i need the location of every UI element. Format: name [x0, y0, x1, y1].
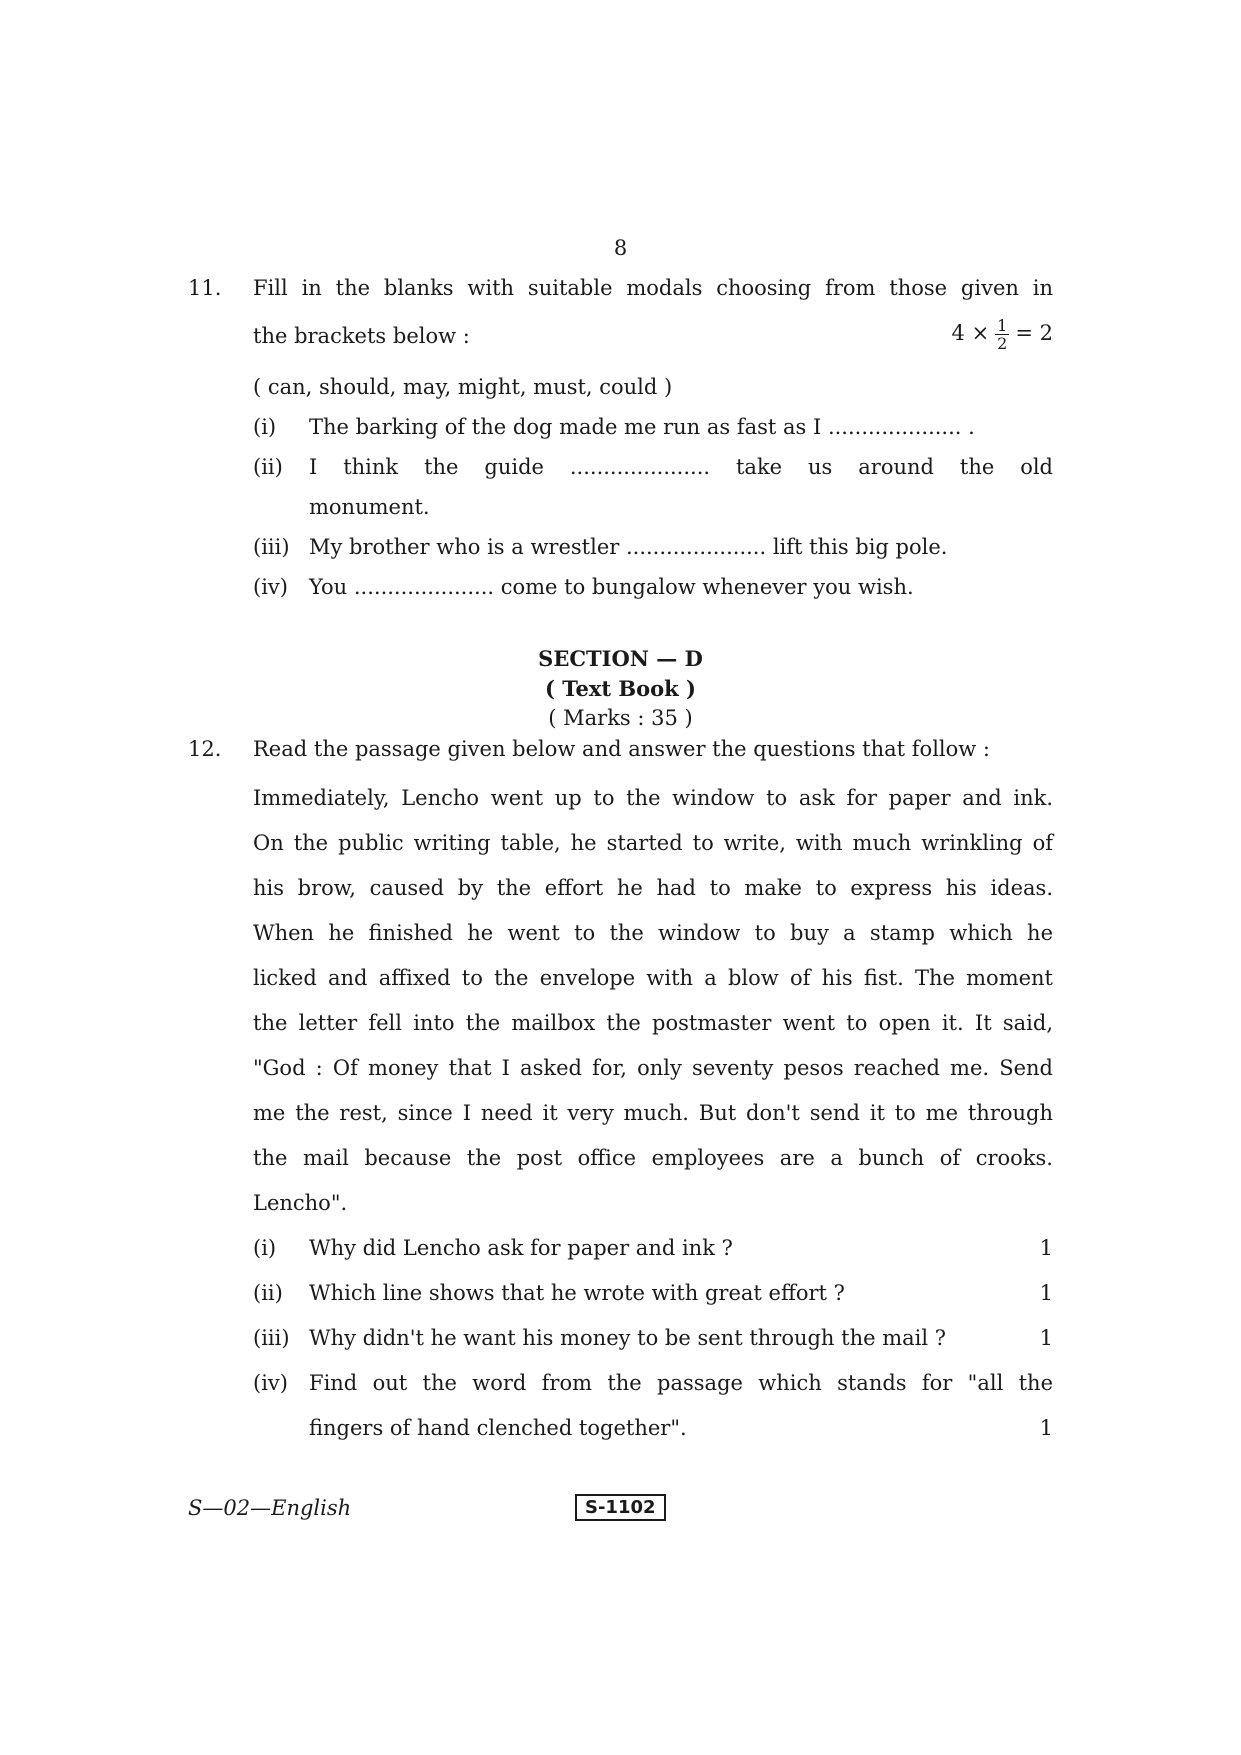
- question-12-number: 12.: [188, 737, 222, 761]
- question-11-number: 11.: [188, 276, 222, 300]
- q11-item-text: My brother who is a wrestler ..................... lift this big pole.: [309, 535, 948, 559]
- passage-line: Immediately, Lencho went up to the window to ask for paper and ink.: [253, 786, 1053, 810]
- q12-question-label: (iii): [253, 1326, 290, 1350]
- section-title: SECTION — D: [538, 646, 703, 671]
- footer-code-box: S-1102: [575, 1494, 666, 1521]
- q12-question: [309, 1326, 1053, 1350]
- passage-line: the letter fell into the mailbox the postmaster went to open it. It said,: [253, 1011, 1053, 1035]
- section-marks: ( Marks : 35 ): [548, 706, 693, 730]
- q12-question-label: (i): [253, 1236, 277, 1260]
- passage-line: his brow, caused by the effort he had to make to express his ideas.: [253, 876, 1053, 900]
- q11-item-label: (i): [253, 415, 277, 439]
- q11-item-text: The barking of the dog made me run as fast as I .................... .: [309, 415, 975, 439]
- question-11-line1: Fill in the blanks with suitable modals choosing from those given in: [253, 276, 1053, 300]
- section-subtitle: ( Text Book ): [545, 676, 696, 701]
- passage-line: licked and affixed to the envelope with a blow of his fist. The moment: [253, 966, 1053, 990]
- q12-question-continuation: fingers of hand clenched together".: [309, 1416, 687, 1440]
- q12-question: [309, 1416, 1053, 1440]
- footer-subject: S—02—English: [188, 1496, 352, 1520]
- q11-item-label: (iv): [253, 575, 288, 599]
- q12-question-label: (iv): [253, 1371, 288, 1395]
- q12-question-text: Which line shows that he wrote with great effort ?: [309, 1281, 845, 1305]
- passage-line: "God : Of money that I asked for, only seventy pesos reached me. Send: [253, 1056, 1053, 1080]
- marks-fraction: $\frac{1}{2}$: [997, 316, 1008, 353]
- question-12-instruction: Read the passage given below and answer the questions that follow :: [253, 737, 990, 761]
- q11-item-continuation: monument.: [309, 495, 430, 519]
- passage-line: When he finished he went to the window to buy a stamp which he: [253, 921, 1053, 945]
- question-11-line2-row: [253, 316, 1053, 353]
- q12-question-text: Find out the word from the passage which stands for "all the: [309, 1371, 1053, 1395]
- q11-item-text: I think the guide ..................... take us around the old: [309, 455, 1053, 479]
- passage-line: me the rest, since I need it very much. But don't send it to me through: [253, 1101, 1053, 1125]
- q11-item-label: (ii): [253, 455, 283, 479]
- question-11-line2: the brackets below :: [253, 324, 470, 348]
- q12-question-label: (ii): [253, 1281, 283, 1305]
- passage-line: On the public writing table, he started to write, with much wrinkling of: [253, 831, 1053, 855]
- q12-question: [309, 1281, 1053, 1305]
- q11-item-label: (iii): [253, 535, 290, 559]
- q12-question: [309, 1236, 1053, 1260]
- page-number: 8: [613, 236, 628, 260]
- q12-question-marks: 1: [1039, 1416, 1053, 1440]
- question-11-marks: 4 × $\frac{1}{2}$ = 2: [951, 316, 1053, 353]
- q12-question-text: Why did Lencho ask for paper and ink ?: [309, 1236, 733, 1260]
- modal-options: ( can, should, may, might, must, could ): [253, 375, 673, 399]
- q12-question-marks: 1: [1039, 1281, 1053, 1305]
- q12-question-marks: 1: [1039, 1236, 1053, 1260]
- q12-question-text: Why didn't he want his money to be sent through the mail ?: [309, 1326, 946, 1350]
- passage-line: Lencho".: [253, 1191, 348, 1215]
- q11-item-text: You ..................... come to bungalow whenever you wish.: [309, 575, 914, 599]
- q12-question-marks: 1: [1039, 1326, 1053, 1350]
- passage-line: the mail because the post office employees are a bunch of crooks.: [253, 1146, 1053, 1170]
